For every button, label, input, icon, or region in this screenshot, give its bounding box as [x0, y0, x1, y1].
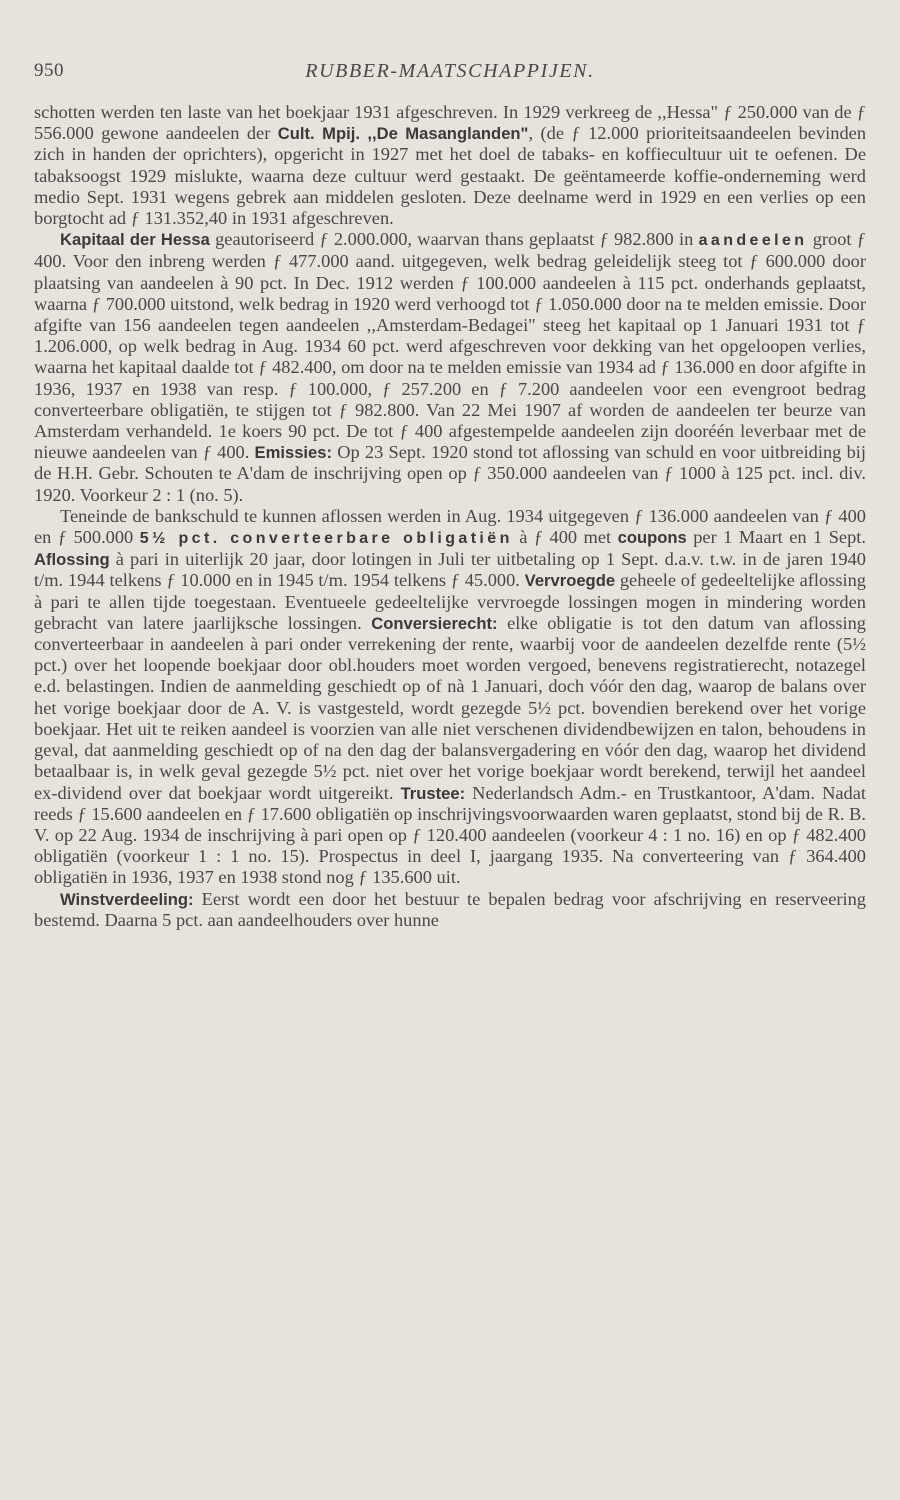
page-header — [34, 60, 866, 90]
text-run: schotten werden ten laste van het boekjaar 1931 afgeschreven. In 1929 verkreeg de ,,Hessa" ƒ 250.000 van de ƒ 556.000 gewone aandeelen der — [34, 102, 866, 144]
text-run: Nederlandsch Adm.- en Trustkantoor, A'dam. Nadat reeds ƒ 15.600 aandeelen en ƒ 17.600 obligatiën op inschrijvingsvoorwaarden waren geplaatst, stond bij de R. B. V. op 22 Aug. 1934 de inschrijving à pari open op ƒ 120.400 aandeelen (voorkeur 4 : 1 no. 16) en op ƒ 482.400 obligatiën (voorkeur 1 : 1 no. 15). Prospectus in deel I, jaargang 1935. Na converteering van ƒ 364.400 obligatiën in 1936, 1937 en 1938 stond nog ƒ 135.600 uit. — [34, 782, 866, 888]
text-run: à pari in uiterlijk 20 jaar, door lotingen in Juli ter uitbetaling op 1 Sept. d.a.v. t.w. in de jaren 1940 t/m. 1944 telkens ƒ 10.000 en in 1945 t/m. 1954 telkens ƒ 45.000. — [34, 549, 866, 591]
bold-term: Vervroegde — [524, 571, 616, 591]
bold-term: Emissies: — [254, 443, 333, 463]
body-text — [34, 102, 866, 931]
bold-term: Cult. Mpij. ,,De Masanglanden" — [277, 124, 529, 144]
text-run: geheele of gedeeltelijke aflossing à pari te allen tijde toegestaan. Eventueele gedeeltelijke vervroegde lossingen mogen in mindering worden gebracht van latere jaarlijksche lossingen. — [34, 570, 866, 633]
text-run: groot ƒ 400. Voor den inbreng werden ƒ 477.000 aand. uitgegeven, welk bedrag geleidelijk steeg tot ƒ 600.000 door plaatsing van aandeelen à 90 pct. In Dec. 1912 werden ƒ 100.000 aandeelen à 115 pct. onderhands geplaatst, waarna ƒ 700.000 uitstond, welk bedrag in 1920 werd verhoogd tot ƒ 1.050.000 door na te melden emissie. Door afgifte van 156 aandeelen tegen aandeelen ,,Amsterdam-Bedagei" steeg het kapitaal op 1 Januari 1931 tot ƒ 1.206.000, op welk bedrag in Aug. 1934 60 pct. werd afgeschreven voor dekking van het opgeloopen verlies, waarna het kapitaal daalde tot ƒ 482.400, om door na te melden emissie van 1934 ad ƒ 136.000 en door afgifte in 1936, 1937 en 1938 van resp. ƒ 100.000, ƒ 257.200 en ƒ 7.200 aandeelen voor een evengroot bedrag converteerbare obligatiën, te stijgen tot ƒ 982.800. Van 22 Mei 1907 af worden de aandeelen ter beurze van Amsterdam verhandeld. 1e koers 90 pct. De tot ƒ 400 afgestempelde aandeelen zijn dooréén leverbaar met de nieuwe aandeelen van ƒ 400. — [34, 229, 866, 463]
bold-term: Aflossing — [34, 550, 110, 570]
text-run: per 1 Maart en 1 Sept. — [686, 527, 866, 548]
bold-term: Trustee: — [400, 783, 466, 803]
page-number: 950 — [34, 60, 64, 81]
spaced-term: 5½ pct. converteerbare obligatiën — [139, 530, 513, 548]
text-run: , (de ƒ 12.000 prioriteitsaandeelen bevinden zich in handen der oprichters), opgericht in 1927 met het doel de tabaks- en koffiecultuur uit te oefenen. De tabaksoogst 1929 mislukte, waarna deze cultuur werd gestaakt. De geëntameerde koffie-onderneming werd medio Sept. 1931 wegens gebrek aan middelen gesloten. Deze deelname werd in 1929 en een verlies op een borgtocht ad ƒ 131.352,40 in 1931 afgeschreven. — [34, 123, 867, 229]
text-run: Teneinde de bankschuld te kunnen aflossen werden in Aug. 1934 uitgegeven ƒ 136.000 aandeelen van ƒ 400 en ƒ 500.000 — [34, 505, 866, 548]
bold-term: coupons — [617, 528, 687, 548]
spaced-term: aandeelen — [698, 232, 808, 250]
bold-term: Conversierecht: — [371, 613, 498, 633]
bold-term: Winstverdeeling: — [60, 889, 194, 909]
bold-term: Kapitaal der Hessa — [60, 230, 210, 250]
text-run: geautoriseerd ƒ 2.000.000, waarvan thans geplaatst ƒ 982.800 in — [209, 229, 699, 250]
text-run: Eerst wordt een door het bestuur te bepalen bedrag voor afschrijving en reserveering bestemd. Daarna 5 pct. aan aandeelhouders over hunne — [34, 888, 866, 930]
text-run: à ƒ 400 met — [512, 527, 618, 548]
paragraph-p3 — [34, 506, 866, 889]
text-run: elke obligatie is tot den datum van aflossing converteerbaar in aandeelen à pari onder verrekening der rente, waarbij voor de aandeelen dezelfde rente (5½ pct.) over het loopende boekjaar door obl.houders moet worden vergoed, benevens registratierecht, notazegel e.d. belastingen. Indien de aanmelding geschiedt op of nà 1 Januari, doch vóór den dag, waarop de balans over het vorige boekjaar door de A. V. is vastgesteld, wordt gezegde 5½ pct. bovendien berekend over het vorige boekjaar. Het uit te reiken aandeel is voorzien van alle niet verschenen dividendbewijzen en talon, behoudens in geval, dat aanmelding geschiedt op of na den dag der balansvergadering en vóór den dag, waarop het dividend betaalbaar is, in welk geval gezegde 5½ pct. niet over het vorige boekjaar wordt berekend, terwijl het aandeel ex-dividend over dat boekjaar wordt uitgereikt. — [34, 612, 867, 803]
paragraph-p4 — [34, 889, 866, 931]
paragraph-p1 — [34, 102, 866, 229]
paragraph-p2 — [34, 229, 866, 506]
text-run: Op 23 Sept. 1920 stond tot aflossing van schuld en voor uitbreiding bij de H.H. Gebr. Schouten te A'dam de inschrijving open op ƒ 350.000 aandeelen van ƒ 1000 à 125 pct. incl. div. 1920. Voorkeur 2 : 1 (no. 5). — [34, 442, 866, 505]
running-head: RUBBER-MAATSCHAPPIJEN. — [305, 60, 595, 82]
